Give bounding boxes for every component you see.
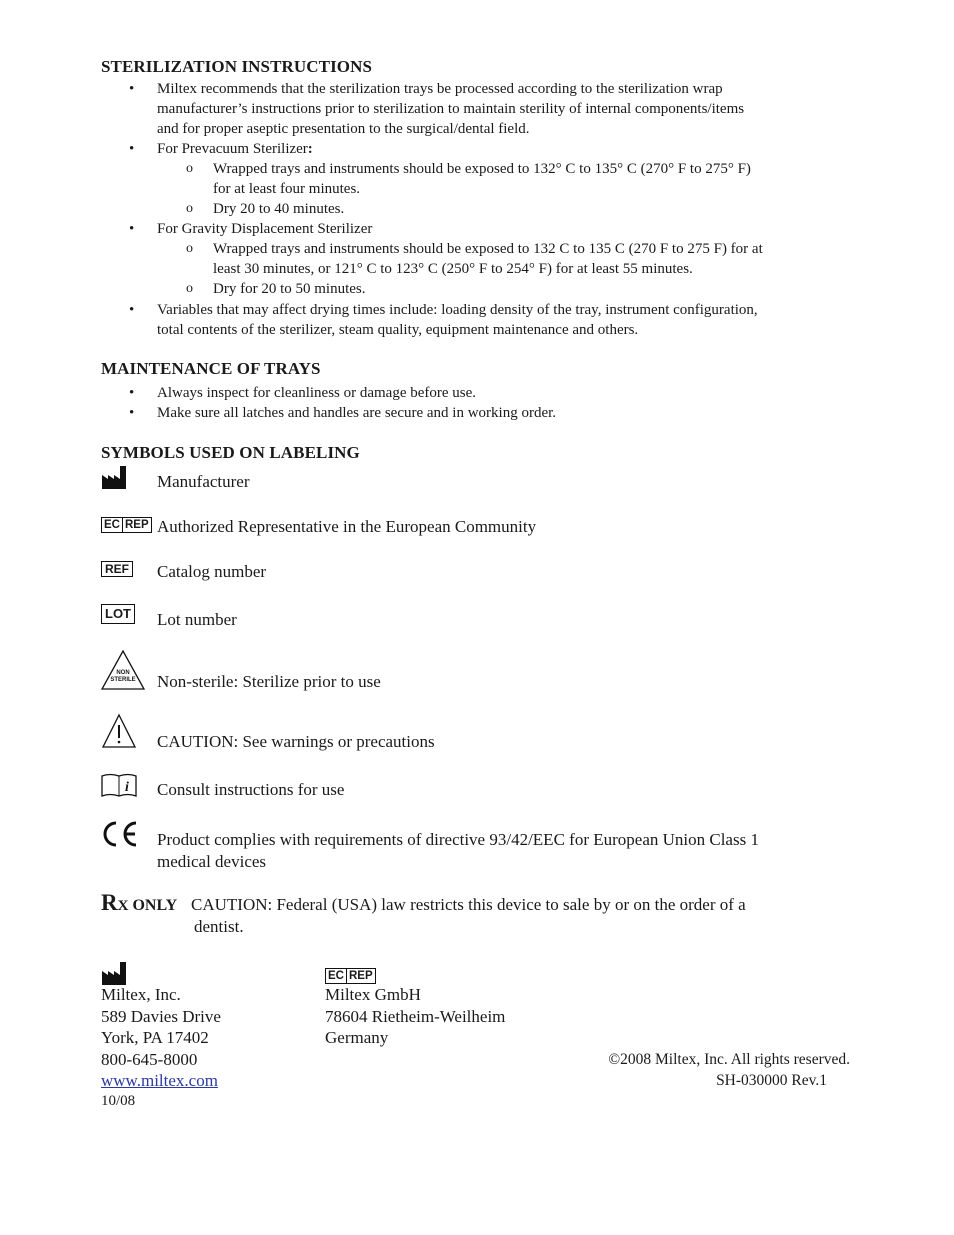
sterilization-heading: STERILIZATION INSTRUCTIONS	[101, 57, 373, 76]
document-number: SH-030000 Rev.1	[716, 1072, 827, 1089]
eu-address	[325, 984, 505, 1049]
us-street: 589 Davies Drive	[101, 1006, 221, 1026]
website-link[interactable]: www.miltex.com	[101, 1071, 218, 1090]
manufacturer-icon	[101, 464, 127, 495]
consult-label: Consult instructions for use	[157, 780, 345, 799]
ec-rep-label: Authorized Representative in the European Community	[157, 517, 537, 536]
copyright-notice: ©2008 Miltex, Inc. All rights reserved.	[608, 1051, 850, 1068]
us-phone: 800-645-8000	[101, 1049, 198, 1069]
ec-rep-icon: EC REP	[101, 515, 152, 533]
us-city: York, PA 17402	[101, 1028, 209, 1047]
rx-only-label: CAUTION: Federal (USA) law restricts this device to sale by or on the order of a dentist.	[191, 895, 746, 936]
svg-text:i: i	[125, 780, 129, 795]
sterilization-bullet-1: • Miltex recommends that the sterilization trays be processed according to the sterilization wrap manufacturer’s instructions prior to sterilization to maintain sterility of internal components/items and for proper aseptic presentation to the surgical/dental field.	[157, 79, 857, 139]
prevacuum-sub-1: o Wrapped trays and instruments should be exposed to 132° C to 135° C (270° F to 275° F) for at least four minutes.	[213, 159, 853, 199]
symbols-heading: SYMBOLS USED ON LABELING	[101, 443, 360, 462]
non-sterile-icon: NON STERILE	[101, 650, 145, 690]
eu-country: Germany	[325, 1028, 389, 1047]
gravity-sub-1: o Wrapped trays and instruments should be exposed to 132 C to 135 C (270 F to 275 F) for at least 30 minutes, or 121° C to 123° C (250° F to 254° F) for at least 55 minutes.	[213, 239, 853, 279]
gravity-sub-2: o Dry for 20 to 50 minutes.	[213, 279, 853, 299]
sterilization-bullet-prevacuum: • For Prevacuum Sterilizer:	[157, 139, 857, 159]
sterilization-bullet-gravity: • For Gravity Displacement Sterilizer	[157, 219, 857, 239]
document-date: 10/08	[101, 1093, 136, 1109]
prevacuum-sub-2: o Dry 20 to 40 minutes.	[213, 199, 853, 219]
sterilization-bullet-variables: • Variables that may affect drying times include: loading density of the tray, instrument configuration, total contents of the sterilizer, steam quality, equipment maintenance and others.	[157, 300, 857, 340]
lot-label: Lot number	[157, 610, 237, 629]
ce-mark-icon	[101, 820, 139, 853]
ce-label: Product complies with requirements of directive 93/42/EEC for European Union Class 1 medical devices	[157, 830, 759, 871]
manufacturer-label: Manufacturer	[157, 472, 250, 491]
lot-icon: LOT	[101, 604, 135, 624]
consult-instructions-icon	[101, 773, 137, 802]
caution-label: CAUTION: See warnings or precautions	[157, 732, 435, 751]
maintenance-heading: MAINTENANCE OF TRAYS	[101, 359, 321, 378]
maintenance-bullet-2: • Make sure all latches and handles are secure and in working order.	[157, 403, 857, 423]
caution-warning-icon	[101, 713, 137, 754]
ref-icon: REF	[101, 560, 133, 578]
footer-ec-rep-icon: EC REP	[325, 966, 376, 984]
ref-label: Catalog number	[157, 562, 267, 581]
eu-company-name: Miltex GmbH	[325, 985, 421, 1004]
us-address	[101, 984, 221, 1092]
us-company-name: Miltex, Inc.	[101, 985, 181, 1004]
non-sterile-label: Non-sterile: Sterilize prior to use	[157, 672, 381, 691]
eu-city: 78604 Rietheim-Weilheim	[325, 1006, 506, 1026]
rx-only-icon: RX ONLY	[101, 890, 178, 915]
maintenance-bullet-1: • Always inspect for cleanliness or damage before use.	[157, 383, 857, 403]
